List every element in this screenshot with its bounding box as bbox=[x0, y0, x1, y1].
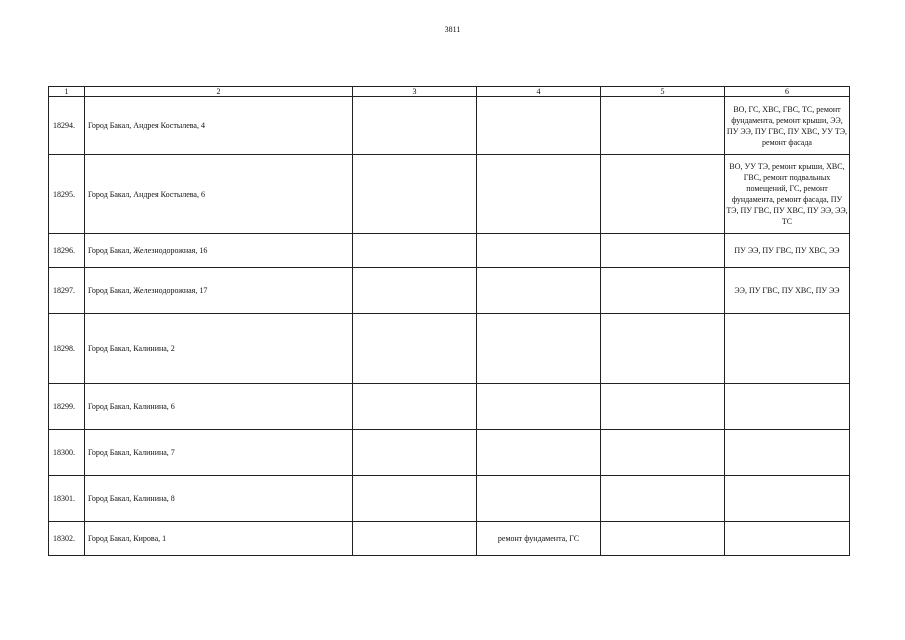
row-address: Город Бакал, Калинина, 6 bbox=[85, 384, 353, 430]
address-table bbox=[48, 86, 850, 556]
row-col-5 bbox=[601, 314, 725, 384]
page-number: 3811 bbox=[444, 25, 461, 34]
row-address: Город Бакал, Калинина, 2 bbox=[85, 314, 353, 384]
row-col-5 bbox=[601, 155, 725, 234]
row-col-6: ВО, УУ ТЭ, ремонт крыши, ХВС, ГВС, ремонт подвальных помещений, ГС, ремонт фундамента, ремонт фасада, ПУ ТЭ, ПУ ГВС, ПУ ХВС, ПУ ЭЭ, ЭЭ, ТС bbox=[725, 155, 850, 234]
row-number: 18297. bbox=[49, 268, 85, 314]
row-address: Город Бакал, Калинина, 7 bbox=[85, 430, 353, 476]
row-col-3 bbox=[353, 155, 477, 234]
row-number: 18295. bbox=[49, 155, 85, 234]
header-col-3: 3 bbox=[353, 87, 477, 97]
row-col-4 bbox=[477, 476, 601, 522]
row-address: Город Бакал, Железнодорожная, 16 bbox=[85, 234, 353, 268]
row-address: Город Бакал, Андрея Костылева, 4 bbox=[85, 97, 353, 155]
row-col-6: ПУ ЭЭ, ПУ ГВС, ПУ ХВС, ЭЭ bbox=[725, 234, 850, 268]
row-address: Город Бакал, Железнодорожная, 17 bbox=[85, 268, 353, 314]
table-row bbox=[49, 522, 850, 556]
row-col-5 bbox=[601, 430, 725, 476]
row-number: 18299. bbox=[49, 384, 85, 430]
row-col-6 bbox=[725, 522, 850, 556]
header-col-5: 5 bbox=[601, 87, 725, 97]
header-col-4: 4 bbox=[477, 87, 601, 97]
row-col-3 bbox=[353, 234, 477, 268]
table-row bbox=[49, 234, 850, 268]
row-col-5 bbox=[601, 234, 725, 268]
row-col-5 bbox=[601, 384, 725, 430]
row-number: 18301. bbox=[49, 476, 85, 522]
row-col-3 bbox=[353, 430, 477, 476]
row-col-3 bbox=[353, 476, 477, 522]
header-row bbox=[49, 87, 850, 97]
header-col-1: 1 bbox=[49, 87, 85, 97]
row-col-6: ВО, ГС, ХВС, ГВС, ТС, ремонт фундамента, ремонт крыши, ЭЭ, ПУ ЭЭ, ПУ ГВС, ПУ ХВС, УУ ТЭ, ремонт фасада bbox=[725, 97, 850, 155]
row-col-3 bbox=[353, 314, 477, 384]
table-row bbox=[49, 97, 850, 155]
row-col-3 bbox=[353, 522, 477, 556]
table-row bbox=[49, 430, 850, 476]
row-col-5 bbox=[601, 268, 725, 314]
row-address: Город Бакал, Кирова, 1 bbox=[85, 522, 353, 556]
table-row bbox=[49, 155, 850, 234]
table-row bbox=[49, 314, 850, 384]
row-col-5 bbox=[601, 522, 725, 556]
row-col-5 bbox=[601, 476, 725, 522]
row-number: 18294. bbox=[49, 97, 85, 155]
table-row bbox=[49, 384, 850, 430]
row-col-4 bbox=[477, 268, 601, 314]
row-col-6 bbox=[725, 314, 850, 384]
row-col-6 bbox=[725, 384, 850, 430]
row-col-4 bbox=[477, 97, 601, 155]
row-col-4 bbox=[477, 155, 601, 234]
header-col-6: 6 bbox=[725, 87, 850, 97]
row-col-3 bbox=[353, 97, 477, 155]
row-number: 18296. bbox=[49, 234, 85, 268]
row-col-4: ремонт фундамента, ГС bbox=[477, 522, 601, 556]
row-number: 18302. bbox=[49, 522, 85, 556]
row-col-4 bbox=[477, 430, 601, 476]
row-number: 18300. bbox=[49, 430, 85, 476]
row-col-4 bbox=[477, 384, 601, 430]
row-col-4 bbox=[477, 314, 601, 384]
header-col-2: 2 bbox=[85, 87, 353, 97]
row-col-6 bbox=[725, 476, 850, 522]
row-address: Город Бакал, Андрея Костылева, 6 bbox=[85, 155, 353, 234]
row-col-3 bbox=[353, 384, 477, 430]
row-address: Город Бакал, Калинина, 8 bbox=[85, 476, 353, 522]
row-col-4 bbox=[477, 234, 601, 268]
table-row bbox=[49, 476, 850, 522]
row-col-5 bbox=[601, 97, 725, 155]
row-col-3 bbox=[353, 268, 477, 314]
table-row bbox=[49, 268, 850, 314]
row-number: 18298. bbox=[49, 314, 85, 384]
row-col-6: ЭЭ, ПУ ГВС, ПУ ХВС, ПУ ЭЭ bbox=[725, 268, 850, 314]
row-col-6 bbox=[725, 430, 850, 476]
